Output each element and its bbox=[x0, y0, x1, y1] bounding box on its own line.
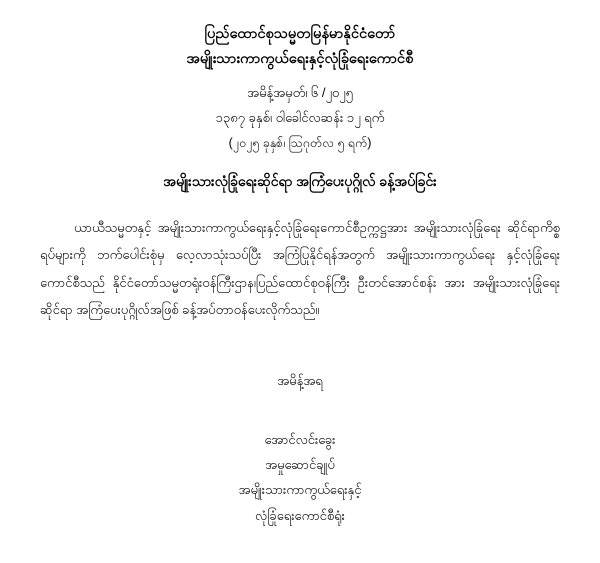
header-line-state: ပြည်ထောင်စုသမ္မတမြန်မာနိုင်ငံတော် bbox=[204, 26, 396, 42]
document-body bbox=[40, 214, 560, 323]
signatory-org-line-1: အမျိုးသားကာကွယ်ရေးနှင့် bbox=[238, 482, 362, 498]
signatory-title: အမှုဆောင်ချုပ် bbox=[265, 456, 335, 472]
by-order-line: အမိန့်အရ bbox=[277, 373, 323, 389]
signature-block bbox=[40, 427, 560, 528]
document-header bbox=[40, 22, 560, 72]
signatory-name: အောင်လင်းခွေး bbox=[264, 431, 336, 447]
header-line-council: အမျိုးသားကာကွယ်ရေးနှင့်လုံခြုံရေးကောင်စီ bbox=[186, 50, 414, 67]
document-subject: အမျိုးသားလုံခြုံရေးဆိုင်ရာ အကြံပေးပုဂ္ဂိုလ် ခန့်အပ်ခြင်း bbox=[163, 173, 437, 190]
signatory-org-line-2: လုံခြုံရေးကောင်စီရုံး bbox=[255, 507, 345, 523]
date-gregorian: (၂၀၂၅ ခုနှစ်၊ ဩဂုတ်လ ၅ ရက်) bbox=[228, 135, 372, 150]
date-myanmar: ၁၃၈၇ ခုနှစ်၊ ဝါခေါင်လဆန်း ၁၂ ရက် bbox=[215, 110, 385, 126]
body-paragraph: ယာယီသမ္မတနှင့် အမျိုးသားကာကွယ်ရေးနှင့်လုံခြုံရေးကောင်စီဥက္ကဋ္ဌအား အမျိုးသားလုံခြုံရေး ဆိုင်ရာကိစ္စရပ်များကို ဘက်ပေါင်းစုံမှ လေ့လာသုံးသပ်ပြီး အကြံပြုနိုင်ရန်အတွက် အမျိုးသားကာကွယ်ရေး နှင့်လုံခြုံရေးကောင်စီသည် နိုင်ငံတော်သမ္မတရုံးဝန်ကြီးဌာန၊ပြည်ထောင်စုဝန်ကြီး ဦးတင်အောင်စန်း အား အမျိုးသားလုံခြုံရေးဆိုင်ရာ အကြံပေးပုဂ္ဂိုလ်အဖြစ် ခန့်အပ်တာဝန်ပေးလိုက်သည်။ bbox=[40, 219, 560, 317]
order-number: အမိန့်အမှတ်၊ ၆ /၂၀၂၅ bbox=[247, 84, 353, 100]
